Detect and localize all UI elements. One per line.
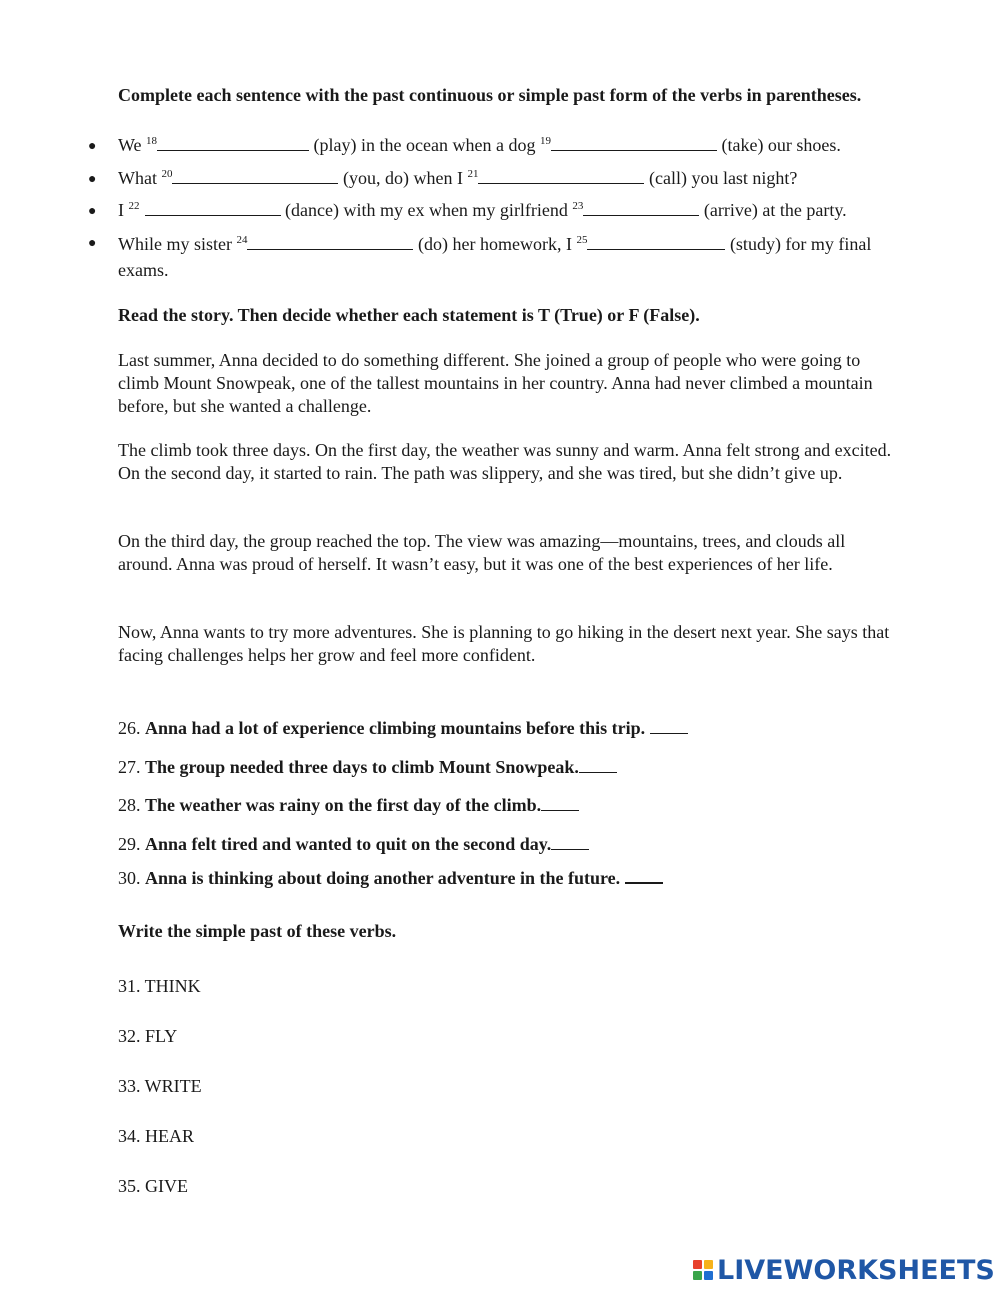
sentence-1: We $^{18}$ (play) in the ocean when a dog $^{19}$ (take) our shoes. — [118, 135, 841, 155]
statement-29: 29. Anna felt tired and wanted to quit on the second day. — [118, 833, 908, 856]
bullet: ● — [88, 236, 97, 251]
bullet: ● — [88, 172, 97, 187]
blocks-icon — [693, 1260, 713, 1280]
verb-item-33: 33. WRITE — [118, 1076, 202, 1096]
sentence-2: What $^{20}$ (you, do) when I $^{21}$ (call) you last night? — [118, 168, 798, 188]
story-paragraph-4: Now, Anna wants to try more adventures. She is planning to go hiking in the desert next year. She says that facing challenges helps her grow and feel more confident. — [118, 622, 890, 665]
answer-blank-25[interactable] — [587, 233, 725, 250]
statement-28: 28. The weather was rainy on the first day of the climb. — [118, 794, 908, 817]
statement-27: 27. The group needed three days to climb Mount Snowpeak. — [118, 756, 908, 779]
story-paragraph-2: The climb took three days. On the first day, the weather was sunny and warm. Anna felt strong and excited. On the second day, it started to rain. The path was slippery, and she was tired, but she didn’t give up. — [118, 440, 892, 483]
story-paragraph-3: On the third day, the group reached the top. The view was amazing—mountains, trees, and clouds all around. Anna was proud of herself. It wasn’t easy, but it was one of the best experiences of her life. — [118, 531, 846, 574]
liveworksheets-logo — [693, 1256, 995, 1284]
answer-blank-28[interactable] — [541, 794, 579, 811]
answer-blank-22[interactable] — [145, 199, 281, 216]
bullet: ● — [88, 139, 97, 154]
statement-26: 26. Anna had a lot of experience climbing mountains before this trip. — [118, 717, 908, 740]
answer-blank-23[interactable] — [583, 199, 699, 216]
section2-instruction: Read the story. Then decide whether each statement is T (True) or F (False). — [118, 305, 700, 325]
verb-item-31: 31. THINK — [118, 976, 201, 996]
sentence-3: I $^{22}$ (dance) with my ex when my girlfriend $^{23}$ (arrive) at the party. — [118, 200, 847, 220]
answer-blank-24[interactable] — [247, 233, 413, 250]
answer-blank-27[interactable] — [579, 756, 617, 773]
story-paragraph-1: Last summer, Anna decided to do something different. She joined a group of people who were going to climb Mount Snowpeak, one of the tallest mountains in her country. Anna had never climbed a mountain before, but she wanted a challenge. — [118, 350, 873, 416]
answer-blank-19[interactable] — [551, 134, 717, 151]
statement-30: 30. Anna is thinking about doing another adventure in the future. — [118, 866, 908, 890]
answer-blank-20[interactable] — [172, 167, 338, 184]
answer-blank-29[interactable] — [551, 833, 589, 850]
verb-item-35: 35. GIVE — [118, 1176, 188, 1196]
section1-instruction: Complete each sentence with the past continuous or simple past form of the verbs in parentheses. — [118, 85, 862, 105]
answer-blank-21[interactable] — [478, 167, 644, 184]
answer-blank-26[interactable] — [650, 717, 688, 734]
bullet: ● — [88, 204, 97, 219]
answer-blank-30[interactable] — [625, 866, 663, 884]
answer-blank-18[interactable] — [157, 134, 309, 151]
section3-instruction: Write the simple past of these verbs. — [118, 921, 397, 941]
verb-item-32: 32. FLY — [118, 1026, 178, 1046]
logo-text: LIVEWORKSHEETS — [717, 1254, 995, 1286]
verb-item-34: 34. HEAR — [118, 1126, 194, 1146]
sentence-4: While my sister $^{24}$ (do) her homework, I $^{25}$ (study) for my final exams. — [118, 234, 872, 280]
